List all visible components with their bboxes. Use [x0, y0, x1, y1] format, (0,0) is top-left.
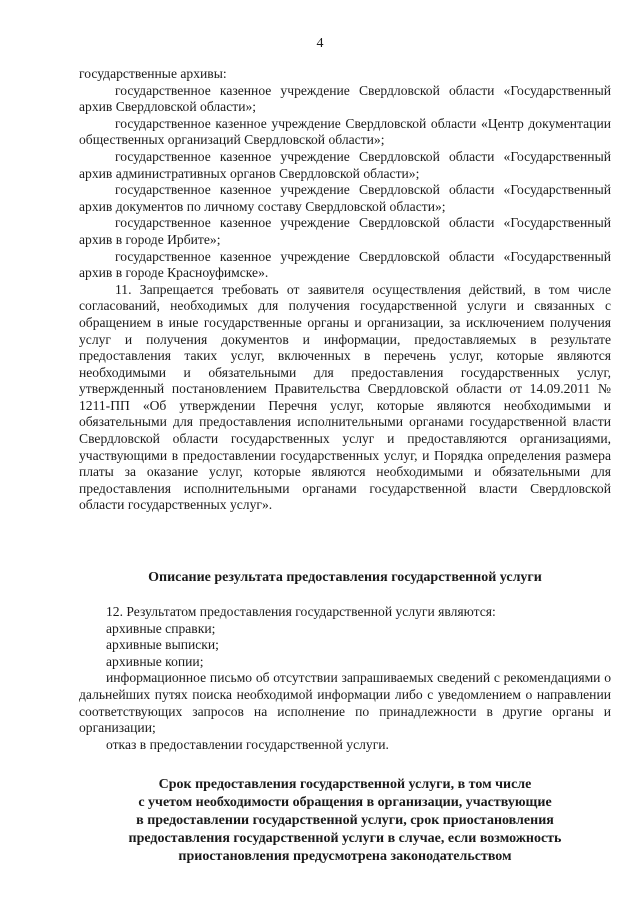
archives-intro: государственные архивы:	[79, 66, 227, 81]
heading-term-line: с учетом необходимости обращения в организации, участвующие	[138, 795, 552, 810]
heading-result: Описание результата предоставления государственной услуги	[148, 570, 542, 585]
clause-11: 11. Запрещается требовать от заявителя осуществления действий, в том числе согласований, необходимых для получения государственной услуги и связанных с обращением в иные государственные органы и организации, за исключением получения услуг и получения документов и информации, предоставляемых в результате предоставления таких услуг, включенных в перечень услуг, которые являются необходимыми и обязательными для предоставления государственных услуг, утвержденный постановлением Правительства Свердловской области от 14.09.2011 № 1211-ПП «Об утверждении Перечня услуг, которые являются необходимыми и обязательными для предоставления исполнительными органами государственной власти Свердловской области государственных услуг и предоставляются организациями, участвующими в предоставлении государственных услуг, и Порядка определения размера платы за оказание услуг, которые являются необходимыми и обязательными для предоставления исполнительными органами государственной власти Свердловской области государственных услуг».	[79, 281, 611, 513]
archive-item: государственное казенное учреждение Свердловской области «Государственный архив Свердловской области»;	[79, 82, 611, 115]
archive-item: государственное казенное учреждение Свердловской области «Государственный архив административных органов Свердловской области»;	[79, 148, 611, 181]
heading-term-line: в предоставлении государственной услуги, срок приостановления	[136, 813, 554, 828]
archives-section	[79, 66, 611, 514]
result-item: архивные копии;	[106, 653, 204, 669]
refusal-item: отказ в предоставлении государственной услуги.	[106, 736, 389, 752]
page-number: 4	[316, 36, 324, 51]
archive-item: государственное казенное учреждение Свердловской области «Центр документации общественных организаций Свердловской области»;	[79, 115, 611, 148]
heading-term-line: Срок предоставления государственной услуги, в том числе	[158, 777, 532, 792]
heading-term-line: предоставления государственной услуги в случае, если возможность	[128, 831, 562, 846]
result-item: архивные выписки;	[106, 637, 219, 653]
archive-item: государственное казенное учреждение Свердловской области «Государственный архив в городе Красноуфимске».	[79, 248, 611, 281]
result-item: архивные справки;	[106, 620, 216, 636]
archive-item: государственное казенное учреждение Свердловской области «Государственный архив в городе Ирбите»;	[79, 215, 611, 247]
clause-12-intro: 12. Результатом предоставления государственной услуги являются:	[106, 604, 496, 619]
result-section	[79, 604, 611, 753]
archive-item: государственное казенное учреждение Свердловской области «Государственный архив документов по личному составу Свердловской области»;	[79, 182, 611, 214]
info-letter-item: информационное письмо об отсутствии запрашиваемых сведений с рекомендациями о дальнейших путях поиска необходимой информации либо с уведомлением о направлении соответствующих запросов на исполнение по принадлежности в другие органы и организации;	[79, 670, 611, 736]
heading-term-line: приостановления предусмотрена законодательством	[178, 849, 512, 864]
heading-term	[79, 776, 611, 866]
